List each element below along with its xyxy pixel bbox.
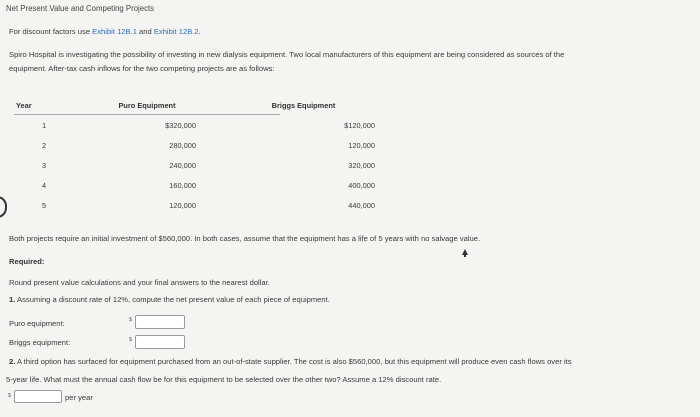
cell-briggs: 440,000 xyxy=(348,200,375,210)
cell-briggs: $120,000 xyxy=(344,120,375,130)
required-heading: Required: xyxy=(9,257,45,266)
question-1-text: Assuming a discount rate of 12%, compute the net present value of each piece of equipment. xyxy=(17,295,330,304)
cell-briggs: 400,000 xyxy=(348,180,375,190)
question-2-text: A third option has surfaced for equipment purchased from an out-of-state supplier. The cost is also $560,000, but this equipment will produce even cash flows over its xyxy=(17,357,572,366)
cell-puro: 120,000 xyxy=(169,200,196,210)
table-row xyxy=(14,155,397,175)
header-year: Year xyxy=(16,101,32,110)
question-1 xyxy=(9,295,330,304)
cell-puro: $320,000 xyxy=(165,120,196,130)
scenario-line-2: equipment. After-tax cash inflows for the two competing projects are as follows: xyxy=(9,64,275,73)
puro-currency: $ xyxy=(129,317,133,323)
table-row xyxy=(14,175,397,195)
briggs-currency: $ xyxy=(129,337,133,343)
table-row xyxy=(14,195,397,215)
cell-puro: 280,000 xyxy=(169,140,196,150)
intro-line xyxy=(9,27,201,36)
puro-npv-input[interactable] xyxy=(135,315,185,329)
intro-suffix: . xyxy=(198,27,201,36)
cell-year: 1 xyxy=(41,120,47,130)
problem-title: Net Present Value and Competing Projects xyxy=(6,4,155,13)
scenario-line-1: Spiro Hospital is investigating the possibility of investing in new dialysis equipment. Two local manufacturers of this equipment are being considered as sources of the xyxy=(9,50,565,59)
question-2-line-1 xyxy=(9,357,572,366)
header-briggs: Briggs Equipment xyxy=(271,101,336,110)
cell-year: 2 xyxy=(41,140,47,150)
cell-briggs: 120,000 xyxy=(348,140,375,150)
table-header-divider xyxy=(14,114,280,115)
table-header-row xyxy=(14,101,397,115)
table-row xyxy=(14,115,397,135)
question-2-number: 2. xyxy=(9,357,16,366)
briggs-npv-input[interactable] xyxy=(135,335,185,349)
per-year-label: per year xyxy=(65,393,93,402)
rounding-instruction: Round present value calculations and your final answers to the nearest dollar. xyxy=(9,278,270,287)
cell-puro: 240,000 xyxy=(169,160,196,170)
mouse-cursor-icon xyxy=(462,249,468,255)
puro-label: Puro equipment: xyxy=(9,319,65,328)
intro-prefix: For discount factors use xyxy=(9,27,91,36)
investment-note: Both projects require an initial investment of $560,000. In both cases, assume that the equipment has a life of 5 years with no salvage value. xyxy=(9,234,481,243)
question-2-line-2: 5-year life. What must the annual cash flow be for this equipment to be selected over the other two? Assume a 12% discount rate. xyxy=(6,375,442,384)
cell-year: 5 xyxy=(41,200,47,210)
cell-year: 3 xyxy=(41,160,47,170)
exhibit-12b2-link[interactable]: Exhibit 12B.2 xyxy=(153,27,199,36)
table-row xyxy=(14,135,397,155)
cell-briggs: 320,000 xyxy=(348,160,375,170)
side-panel-handle[interactable] xyxy=(0,196,7,218)
cash-inflows-table xyxy=(14,101,397,215)
cell-puro: 160,000 xyxy=(169,180,196,190)
question-1-number: 1. xyxy=(9,295,16,304)
cell-year: 4 xyxy=(41,180,47,190)
intro-and: and xyxy=(139,27,152,36)
exhibit-12b1-link[interactable]: Exhibit 12B.1 xyxy=(92,27,137,36)
annual-cash-flow-input[interactable] xyxy=(14,390,62,403)
briggs-label: Briggs equipment: xyxy=(9,338,71,347)
annual-cash-flow-currency: $ xyxy=(8,393,12,399)
header-puro: Puro Equipment xyxy=(118,101,176,110)
